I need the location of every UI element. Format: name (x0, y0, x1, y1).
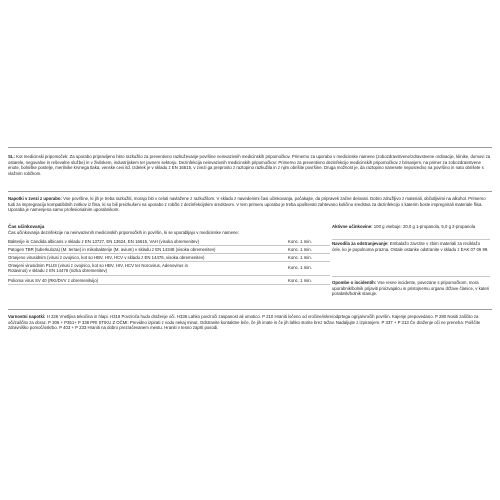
efficacy-title: Čas učinkovanja (8, 224, 45, 229)
row-time: Konc. 1 min. (288, 255, 312, 260)
disposal-instructions (332, 241, 490, 252)
note-label: Opombe o incidentih: (332, 280, 377, 285)
top-divider (8, 147, 492, 148)
table-row (8, 246, 330, 254)
disposal-label: Navodila za odstranjevanje: (332, 241, 389, 246)
incident-notes (332, 280, 490, 297)
active-ingredients (332, 224, 490, 230)
safety-warnings (8, 314, 492, 331)
sl-text: Kot medicinski pripomoček: Za uporabo pripravljeno hitro razkužilo za preventivno razkuževanje površine neinvazivnih medicinskih pripomočkov. Primerno za uporabo v medicinske namene (zobozdravstvene/zdravstvene ordinacije, klinike, domovi za ostarele, negovalne in reševalne službe) in v živilskem, industrijskem ter javnem sektorju. Dezinfekcija neinvazivnih medicinskih pripomočkov: Primerno za preventivno dezinfekcijo medicinskih pripomočkov z brisanjem, na primer za zobozdravstvene enote, bolniške postelje, merilnike krvnega tlaka, venske cevi itd. Izdelek je v skladu z EN 16615, v zvezi ga preprosto z raztopino razkužila in z njim obrišite površine. Druga možnost je, da raztopino nanesete neposredno na površino in nato obrišete s vlažnim robčkom. (8, 154, 491, 176)
efficacy-intro: Čas učinkovanja dezinfekcije na neinvazivnih medicinskih pripomočkih in površin, ki se uporabljajo v medicinske namene: (8, 230, 239, 235)
table-row (8, 262, 330, 276)
warnings-label: Varnostni napotki: (8, 314, 46, 319)
row-name: Bakterije in Candida albicans v skladu z EN 13727, EN 13624, EN 16615, VAH (visoka obremenitev) (8, 239, 199, 244)
row-name: Omejeno virusidnim (virusi z ovojnico, kot so HBV, HIV, HCV v skladu z EN 14476, visoka obremenitev) (8, 255, 205, 260)
usage-section (8, 196, 492, 213)
row-time: Konc. 1 min. (288, 239, 312, 244)
row-time: Konc. 1 min. (288, 265, 312, 270)
table-row (8, 254, 330, 262)
ingredient-text: 100 g vsebuje: 20,0 g 1-propanola, 5,0 g 2-propanola (373, 224, 476, 229)
note-text: Vse resne incidente, povezane s pripomočkom, mora uporabnik/bolnik prijaviti proizvajalcu in pristojnemu organu države članice, v kateri porabnik/bolnik stanuje. (332, 280, 490, 297)
usage-divider (8, 191, 492, 192)
row-name: Polioma virus SV 40 (RKI/DVV z obremenitvijo) (8, 278, 99, 283)
row-name: Patogen TBR (tuberkuloza) (M. terrae) in mikobakterije (M. avium) v skladu z EN 14348 (visoka obremenitev) (8, 247, 216, 252)
usage-label: Napotki v zvezi z uporabo: (8, 196, 62, 201)
table-row (8, 238, 330, 246)
table-row (8, 277, 330, 285)
warnings-text: H 226 Vnetljiva tekočina in hlapi. H319 Povzroča hudo draženje oči. H336 Lahko povzroči zaspanost ali omotico. P 210 Hraniti ločeno od vročine/iskre/odprtega ognja/vročih površin. Kajenje prepovedano. P 280 Nositi zaščito za oči/zaščito za obraz. P 305 + P351+ P 338 PRI STIKU Z OČMI: Previdno izpirati z vodo nekaj minut. Odstranite kontaktne leče, če jih imate in če jih lahko storite brez težav. Nadaljujte z izpiranjem. P 337 + P 313 Če draženje oči ne preneha: Poiščite zdravniško pomoč/oskrbo. P 403 + P 233 Hraniti na dobro prezračevanem mestu. Hraniti v tesno zaprti posodi. (8, 314, 481, 331)
row-time: Konc. 1 min. (288, 278, 312, 283)
side-divider (332, 276, 490, 277)
row-name: Omejeni virusidnim PLUS (virusi z ovojnico, kot so HBV, HIV, HCV ter Norovirus, Adenovirus in Rotavirus) v skladu z EN 14476 (nizka obremenitev) (8, 262, 188, 274)
disposal-text: Embalažo zavrzite v zbirn materiali za reciklažo ćele, ko je popolnoma prazna. Ostale ostanke odstranite v skladu z EAK 07 06 99. (332, 241, 489, 252)
sl-label: SL: (8, 154, 15, 159)
row-time: Konc. 1 min. (288, 247, 312, 252)
side-divider (332, 239, 490, 240)
sl-description (8, 154, 492, 176)
usage-text: Vse površine, ki jih je treba razkužiti, morajo biti v celoti navlažene z razkužilom. V skladu z navedenimi časi učinkovanja, počakajte, da pripravek začne delovati. Dobro združljivo z materiali, občutljivimi na alkohol. Primerno tudi za impregnacijo kompatibilnih zvitkov iz flisa, ki so bili preizkušeni na uporabo z robčki z dezinfekcijskim sredstvom. V tem primeru uporabo je treba upoštevati zahtevano količino sredstva za dezinfekcijo s katerim boste impregnirali materiale flisa. Uporaba je namenjena samo profesionalnim uporabnikom. (8, 196, 486, 213)
warnings-divider (8, 309, 492, 310)
efficacy-table (8, 238, 330, 285)
ingredient-label: Aktivne učinkovine: (332, 224, 373, 229)
